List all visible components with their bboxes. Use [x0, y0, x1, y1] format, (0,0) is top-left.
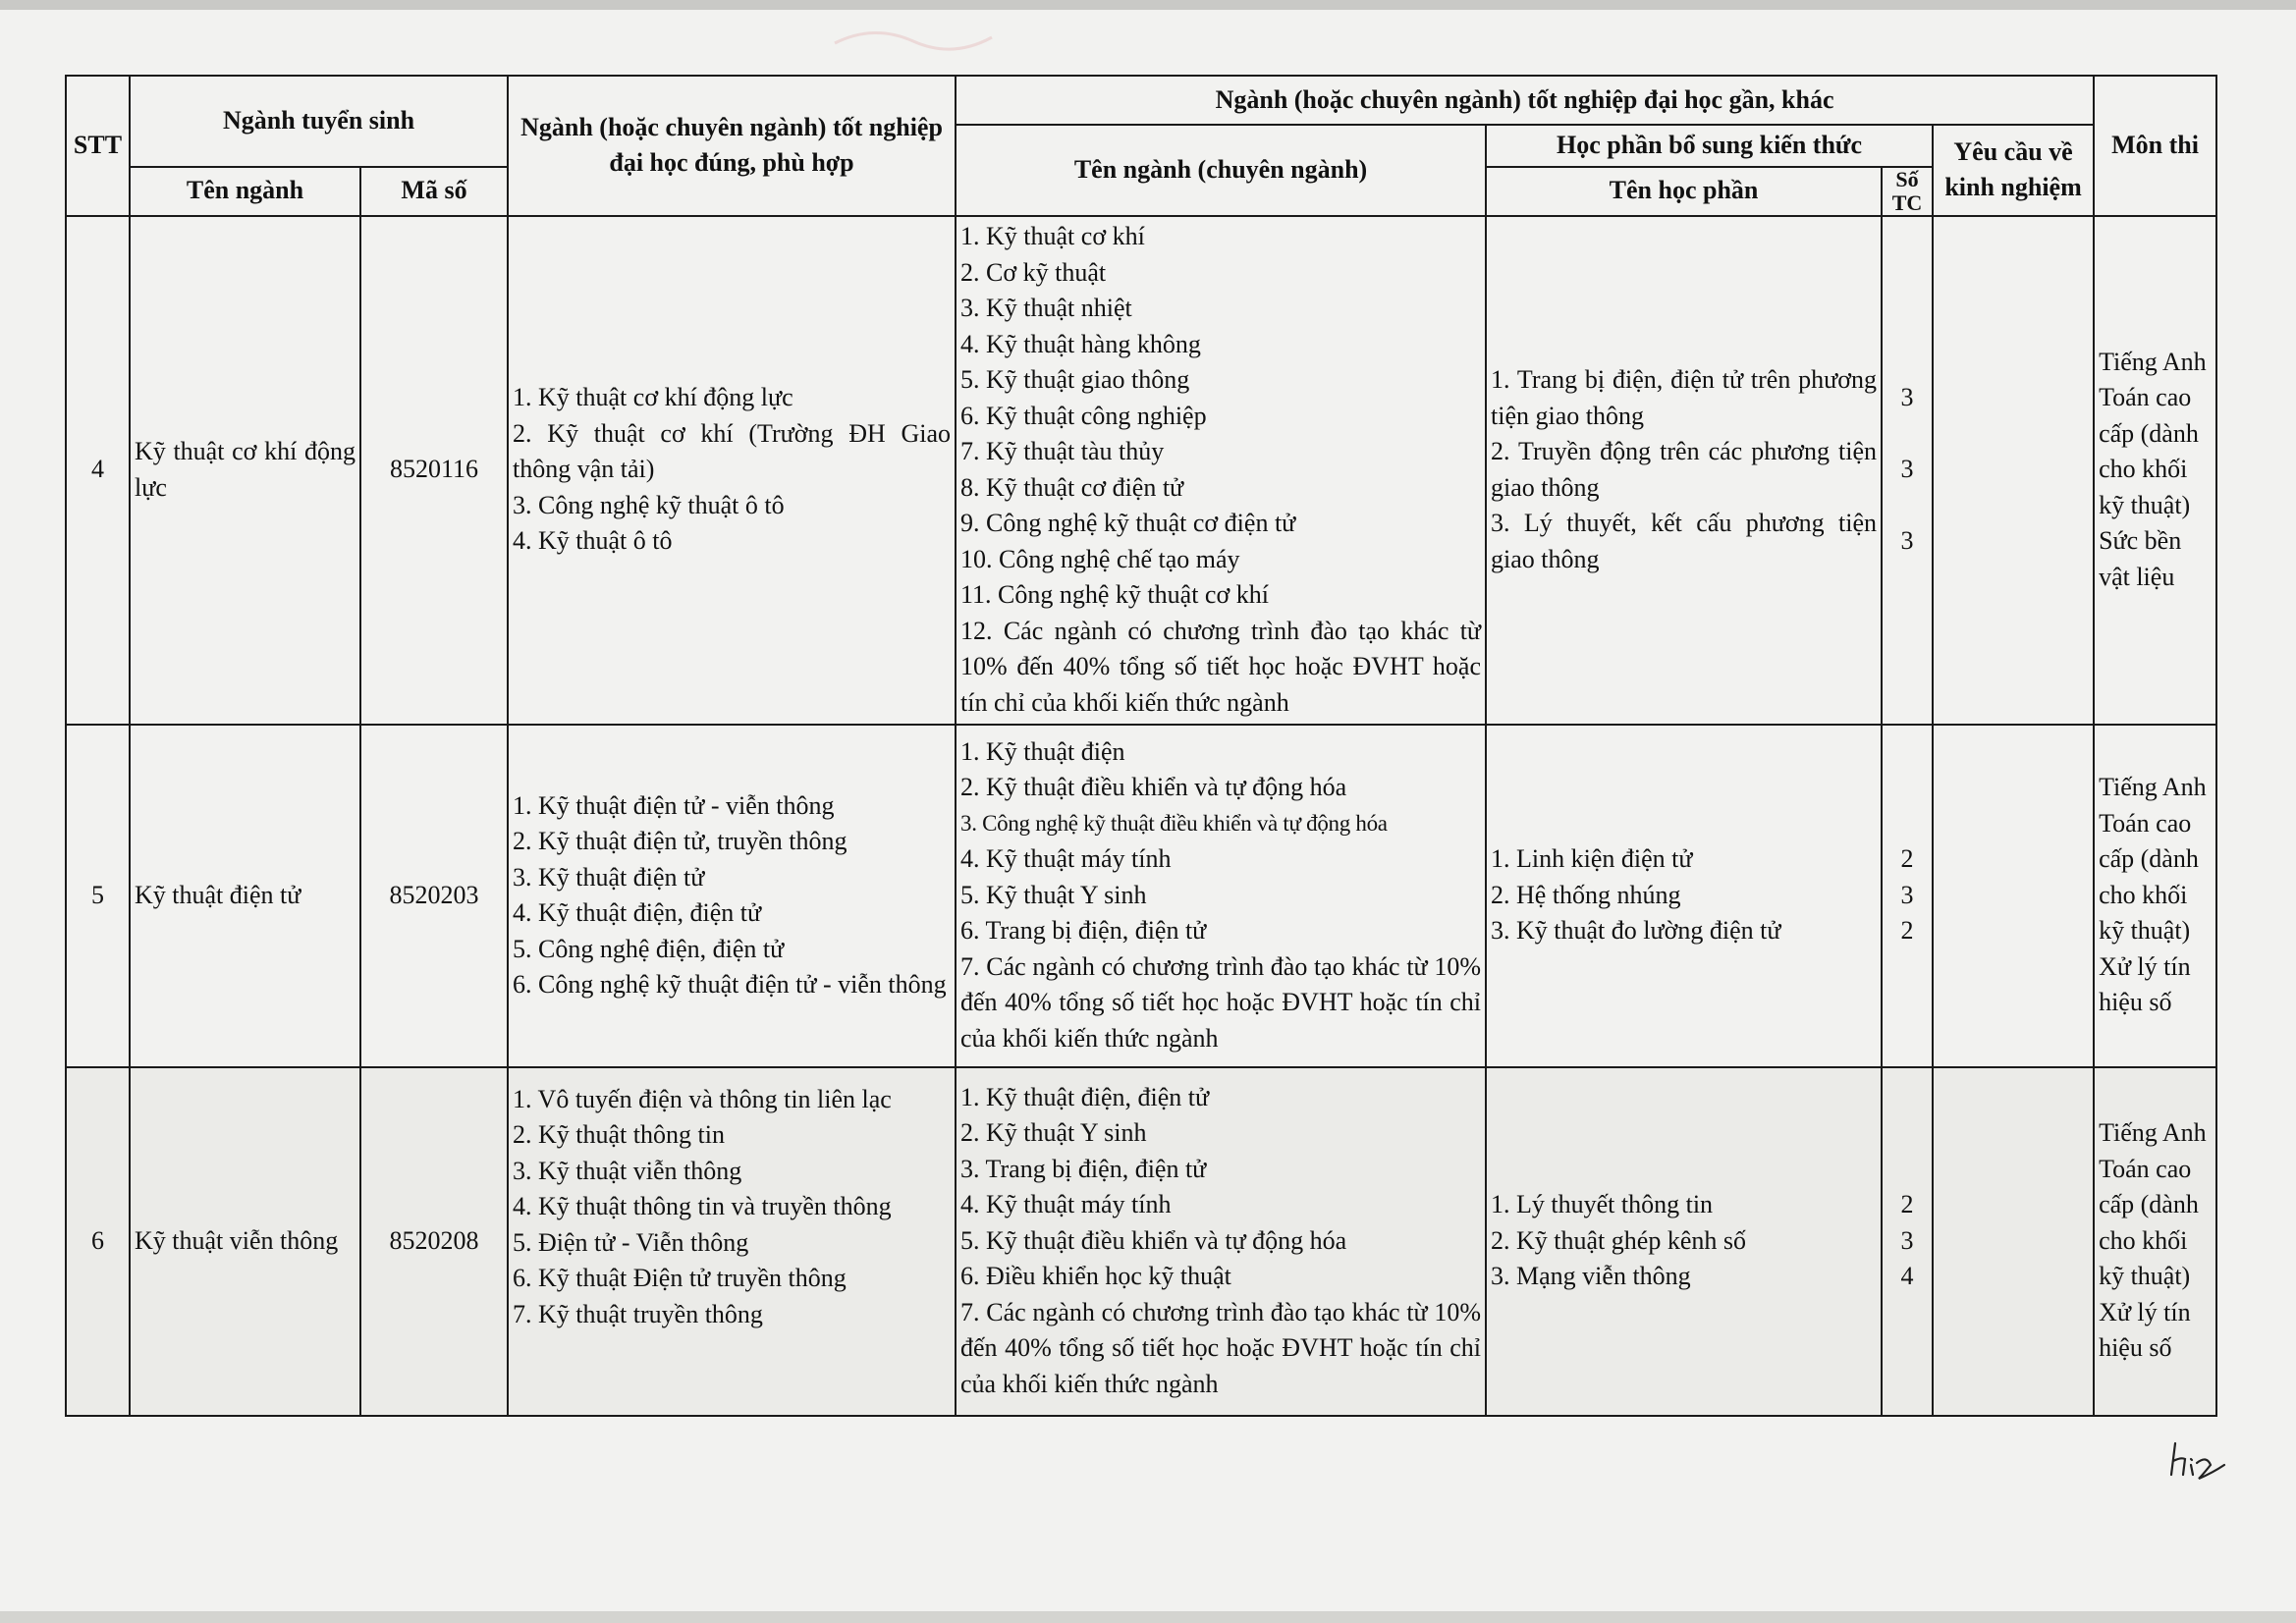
row-experience	[1933, 216, 2094, 725]
row-stt: 4	[66, 216, 130, 725]
list-item: 6. Kỹ thuật Điện tử truyền thông	[513, 1264, 847, 1292]
list-item: 6. Trang bị điện, điện tử	[960, 916, 1207, 946]
row-major-code: 8520203	[360, 725, 508, 1067]
credit-value: 3	[1900, 455, 1914, 484]
list-item: 3. Kỹ thuật nhiệt	[960, 294, 1132, 322]
list-item: 5. Kỹ thuật giao thông	[960, 365, 1190, 394]
row-major-name: Kỹ thuật cơ khí động lực	[130, 216, 360, 725]
row-related-list	[956, 725, 1486, 1067]
row-experience	[1933, 1067, 2094, 1416]
list-item: 4. Kỹ thuật máy tính	[960, 1190, 1172, 1219]
row-courses-list	[1486, 1067, 1882, 1416]
row-exam-list	[2094, 725, 2216, 1067]
faint-stamp-mark	[815, 14, 1051, 63]
header-related-group: Ngành (hoặc chuyên ngành) tốt nghiệp đại học gần, khác	[956, 76, 2094, 125]
list-item: 3. Công nghệ kỹ thuật ô tô	[513, 490, 785, 519]
row-credits-list	[1882, 216, 1933, 725]
header-row-1	[66, 76, 2216, 125]
row-matching-list	[508, 216, 956, 725]
list-item: 6. Điều khiển học kỹ thuật	[960, 1262, 1231, 1291]
list-item: 7. Kỹ thuật truyền thông	[513, 1299, 763, 1328]
list-item: 1. Trang bị điện, điện tử trên phương tiện giao thông	[1491, 365, 1878, 430]
header-course-name: Tên học phần	[1486, 167, 1882, 216]
header-stt: STT	[66, 76, 130, 216]
credit-value: 3	[1900, 526, 1914, 556]
list-item: 2. Hệ thống nhúng	[1491, 880, 1681, 909]
list-item: 5. Điện tử - Viễn thông	[513, 1227, 749, 1257]
list-item: 4. Kỹ thuật máy tính	[960, 844, 1172, 874]
list-item: 1. Kỹ thuật cơ khí động lực	[513, 383, 793, 412]
list-item: 2. Cơ kỹ thuật	[960, 257, 1107, 287]
row-stt: 6	[66, 1067, 130, 1416]
row-major-name: Kỹ thuật viễn thông	[130, 1067, 360, 1416]
list-item: Toán cao cấp (dành cho khối kỹ thuật)	[2099, 1154, 2199, 1291]
list-item: 9. Công nghệ kỹ thuật cơ điện tử	[960, 509, 1296, 537]
row-credits-list	[1882, 1067, 1933, 1416]
list-item: 7. Kỹ thuật tàu thủy	[960, 437, 1165, 465]
list-item: 4. Kỹ thuật điện, điện tử	[513, 898, 762, 927]
list-item: Tiếng Anh	[2099, 1118, 2207, 1148]
admission-table	[65, 75, 2217, 1417]
row-credits-list	[1882, 725, 1933, 1067]
list-item: 2. Kỹ thuật điều khiển và tự động hóa	[960, 773, 1347, 802]
list-item: 3. Kỹ thuật viễn thông	[513, 1156, 742, 1185]
list-item: 1. Kỹ thuật điện, điện tử	[960, 1082, 1210, 1111]
list-item: 3. Công nghệ kỹ thuật điều khiển và tự động hóa	[960, 810, 1388, 836]
credit-value: 3	[1900, 383, 1914, 412]
row-courses-list	[1486, 725, 1882, 1067]
table-row	[66, 1067, 2216, 1416]
credit-value: 2	[1900, 1190, 1914, 1219]
list-item: 1. Vô tuyến điện và thông tin liên lạc	[513, 1084, 892, 1113]
header-exam: Môn thi	[2094, 76, 2216, 216]
list-item: 4. Kỹ thuật hàng không	[960, 329, 1201, 358]
handwritten-initials	[2163, 1435, 2232, 1485]
list-item: 2. Kỹ thuật điện tử, truyền thông	[513, 827, 847, 855]
list-item: 3. Kỹ thuật điện tử	[513, 862, 705, 892]
list-item: 7. Các ngành có chương trình đào tạo khác từ 10% đến 40% tổng số tiết học hoặc ĐVHT hoặc tín chỉ của khối kiến thức ngành	[960, 1297, 1482, 1398]
header-credits: Số TC	[1882, 167, 1933, 216]
list-item: 10. Công nghệ chế tạo máy	[960, 544, 1240, 573]
credit-value: 3	[1900, 880, 1914, 909]
list-item: 2. Kỹ thuật thông tin	[513, 1120, 725, 1149]
list-item: 3. Mạng viễn thông	[1491, 1262, 1691, 1291]
header-matching-major: Ngành (hoặc chuyên ngành) tốt nghiệp đại học đúng, phù hợp	[508, 76, 956, 216]
list-item: 11. Công nghệ kỹ thuật cơ khí	[960, 580, 1269, 609]
header-admission-major: Ngành tuyển sinh	[130, 76, 508, 167]
list-item: 2. Kỹ thuật Y sinh	[960, 1118, 1147, 1148]
row-exam-list	[2094, 1067, 2216, 1416]
list-item: 4. Kỹ thuật ô tô	[513, 526, 673, 556]
credit-value: 4	[1900, 1262, 1914, 1291]
scan-top-edge	[0, 0, 2296, 10]
row-stt: 5	[66, 725, 130, 1067]
row-related-list	[956, 216, 1486, 725]
row-matching-list	[508, 1067, 956, 1416]
list-item: Toán cao cấp (dành cho khối kỹ thuật)	[2099, 383, 2199, 519]
list-item: 5. Kỹ thuật điều khiển và tự động hóa	[960, 1225, 1347, 1255]
scan-bottom-edge	[0, 1611, 2296, 1623]
row-matching-list	[508, 725, 956, 1067]
row-courses-list	[1486, 216, 1882, 725]
list-item: 3. Kỹ thuật đo lường điện tử	[1491, 916, 1781, 946]
credit-value: 2	[1900, 916, 1914, 946]
header-experience: Yêu cầu về kinh nghiệm	[1933, 125, 2094, 216]
list-item: Tiếng Anh	[2099, 347, 2207, 376]
list-item: 6. Kỹ thuật công nghiệp	[960, 401, 1207, 430]
row-exam-list	[2094, 216, 2216, 725]
list-item: 1. Linh kiện điện tử	[1491, 844, 1693, 874]
header-major-name: Tên ngành	[130, 167, 360, 216]
list-item: 3. Trang bị điện, điện tử	[960, 1154, 1207, 1183]
header-related-name: Tên ngành (chuyên ngành)	[956, 125, 1486, 216]
row-major-code: 8520208	[360, 1067, 508, 1416]
list-item: 1. Kỹ thuật điện	[960, 736, 1125, 766]
row-major-name: Kỹ thuật điện tử	[130, 725, 360, 1067]
list-item: 12. Các ngành có chương trình đào tạo khác từ 10% đến 40% tổng số tiết học hoặc ĐVHT hoặc tín chỉ của khối kiến thức ngành	[960, 616, 1482, 717]
list-item: 5. Kỹ thuật Y sinh	[960, 880, 1147, 909]
list-item: Sức bền vật liệu	[2099, 526, 2182, 591]
list-item: 2. Kỹ thuật cơ khí (Trường ĐH Giao thông vận tải)	[513, 418, 952, 484]
list-item: 2. Kỹ thuật ghép kênh số	[1491, 1225, 1746, 1255]
list-item: 5. Công nghệ điện, điện tử	[513, 934, 785, 963]
list-item: 1. Lý thuyết thông tin	[1491, 1190, 1714, 1219]
list-item: 6. Công nghệ kỹ thuật điện tử - viễn thông	[513, 970, 947, 999]
list-item: 3. Lý thuyết, kết cấu phương tiện giao thông	[1491, 509, 1878, 573]
credit-value: 3	[1900, 1225, 1914, 1255]
row-related-list	[956, 1067, 1486, 1416]
table-row	[66, 216, 2216, 725]
list-item: Xử lý tín hiệu số	[2099, 951, 2191, 1017]
header-supplement: Học phần bổ sung kiến thức	[1486, 125, 1933, 167]
document-sheet	[65, 75, 2217, 1417]
list-item: 1. Kỹ thuật cơ khí	[960, 222, 1145, 250]
list-item: Tiếng Anh	[2099, 773, 2207, 802]
row-major-code: 8520116	[360, 216, 508, 725]
list-item: 7. Các ngành có chương trình đào tạo khác từ 10% đến 40% tổng số tiết học hoặc ĐVHT hoặc tín chỉ của khối kiến thức ngành	[960, 951, 1482, 1053]
list-item: 1. Kỹ thuật điện tử - viễn thông	[513, 790, 835, 820]
header-major-code: Mã số	[360, 167, 508, 216]
list-item: Toán cao cấp (dành cho khối kỹ thuật)	[2099, 808, 2199, 946]
list-item: Xử lý tín hiệu số	[2099, 1297, 2191, 1363]
row-experience	[1933, 725, 2094, 1067]
table-row	[66, 725, 2216, 1067]
credit-value: 2	[1900, 844, 1914, 874]
list-item: 2. Truyền động trên các phương tiện giao thông	[1491, 437, 1878, 502]
list-item: 4. Kỹ thuật thông tin và truyền thông	[513, 1192, 892, 1220]
list-item: 8. Kỹ thuật cơ điện tử	[960, 472, 1184, 502]
